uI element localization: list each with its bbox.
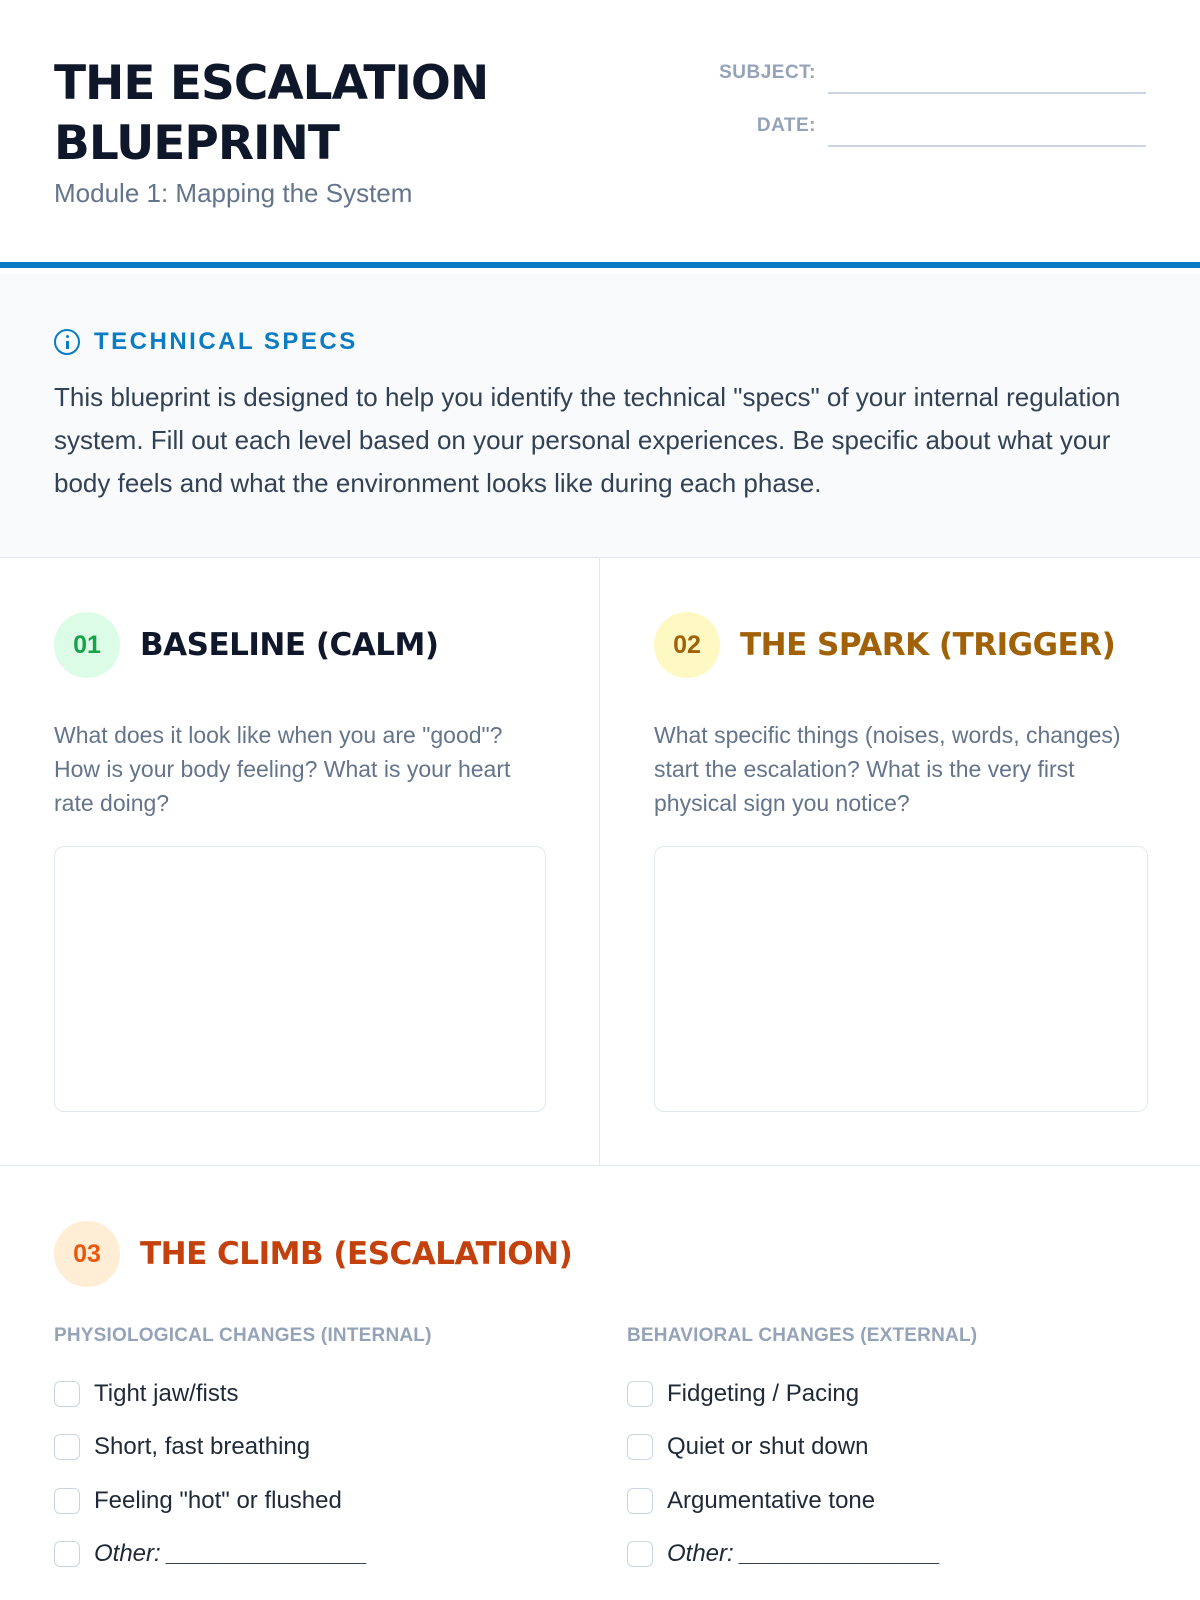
checklist-item[interactable] [54, 1421, 574, 1475]
checkbox[interactable] [54, 1381, 80, 1407]
phase-03-title: THE CLIMB (ESCALATION) [140, 1236, 573, 1272]
phase-02-answer-box[interactable] [654, 846, 1148, 1112]
page-subtitle: Module 1: Mapping the System [54, 178, 413, 208]
specs-body: This blueprint is designed to help you identify the technical "specs" of your internal regulation system. Fill out each level based on your personal experiences. Be specific about what your body feels and what the environment looks like during each phase. [54, 382, 1121, 498]
technical-specs-panel [0, 274, 1200, 558]
page-title [54, 54, 488, 174]
checkbox[interactable] [627, 1434, 653, 1460]
checklist-item[interactable] [54, 1367, 574, 1421]
checklist-item[interactable] [54, 1474, 574, 1528]
phase-03-badge: 03 [54, 1221, 120, 1287]
behavioral-changes-title: BEHAVIORAL CHANGES (EXTERNAL) [627, 1325, 978, 1346]
phase-01-answer-box[interactable] [54, 846, 546, 1112]
date-row [690, 109, 1150, 149]
subject-row [690, 56, 1150, 96]
checkbox[interactable] [627, 1381, 653, 1407]
date-field[interactable] [828, 145, 1146, 147]
checklist-item-other[interactable] [627, 1528, 1147, 1582]
phase-01-badge: 01 [54, 612, 120, 678]
checklist-item-label: Short, fast breathing [94, 1433, 311, 1461]
phase-02-title: THE SPARK (TRIGGER) [740, 627, 1116, 663]
physiological-changes-title: PHYSIOLOGICAL CHANGES (INTERNAL) [54, 1325, 432, 1346]
phase-03-heading [54, 1221, 572, 1287]
phase-01-title: BASELINE (CALM) [140, 627, 439, 663]
checklist-item[interactable] [627, 1421, 1147, 1475]
checklist-item[interactable] [627, 1474, 1147, 1528]
specs-heading [54, 326, 358, 358]
checklist-item-label: Quiet or shut down [667, 1433, 869, 1461]
date-label: DATE: [756, 115, 816, 136]
specs-title: TECHNICAL SPECS [94, 328, 358, 355]
phase-01-card [0, 558, 600, 1166]
info-icon [54, 329, 80, 355]
behavioral-changes-group [627, 1325, 1147, 1581]
checkbox[interactable] [54, 1541, 80, 1567]
checklist-item-label: Other: _______________ [667, 1540, 941, 1568]
subject-label: SUBJECT: [719, 62, 816, 83]
checklist-item-label: Tight jaw/fists [94, 1379, 239, 1407]
phase-01-prompt: What does it look like when you are "good"? How is your body feeling? What is your heart rate doing? [54, 722, 511, 816]
phase-02-heading [654, 612, 1115, 678]
checkbox[interactable] [54, 1434, 80, 1460]
title-line-2: BLUEPRINT [54, 116, 339, 171]
checklist-item-label: Feeling "hot" or flushed [94, 1486, 342, 1514]
phase-02-card [600, 558, 1200, 1166]
checkbox[interactable] [54, 1488, 80, 1514]
title-line-1: THE ESCALATION [54, 56, 489, 111]
physiological-changes-group [54, 1325, 574, 1581]
checklist-item-other[interactable] [54, 1528, 574, 1582]
subject-field[interactable] [828, 92, 1146, 94]
phase-01-heading [54, 612, 439, 678]
checklist-item-label: Other: _______________ [94, 1540, 368, 1568]
checklist-item-label: Fidgeting / Pacing [667, 1379, 860, 1407]
checkbox[interactable] [627, 1541, 653, 1567]
phase-02-prompt: What specific things (noises, words, changes) start the escalation? What is the very first physical sign you notice? [654, 722, 1121, 816]
header [0, 0, 1200, 268]
phase-02-badge: 02 [654, 612, 720, 678]
phase-03-section [0, 1167, 1200, 1600]
checklist-item[interactable] [627, 1367, 1147, 1421]
checkbox[interactable] [627, 1488, 653, 1514]
checklist-item-label: Argumentative tone [667, 1486, 876, 1514]
phases-row [0, 558, 1200, 1166]
